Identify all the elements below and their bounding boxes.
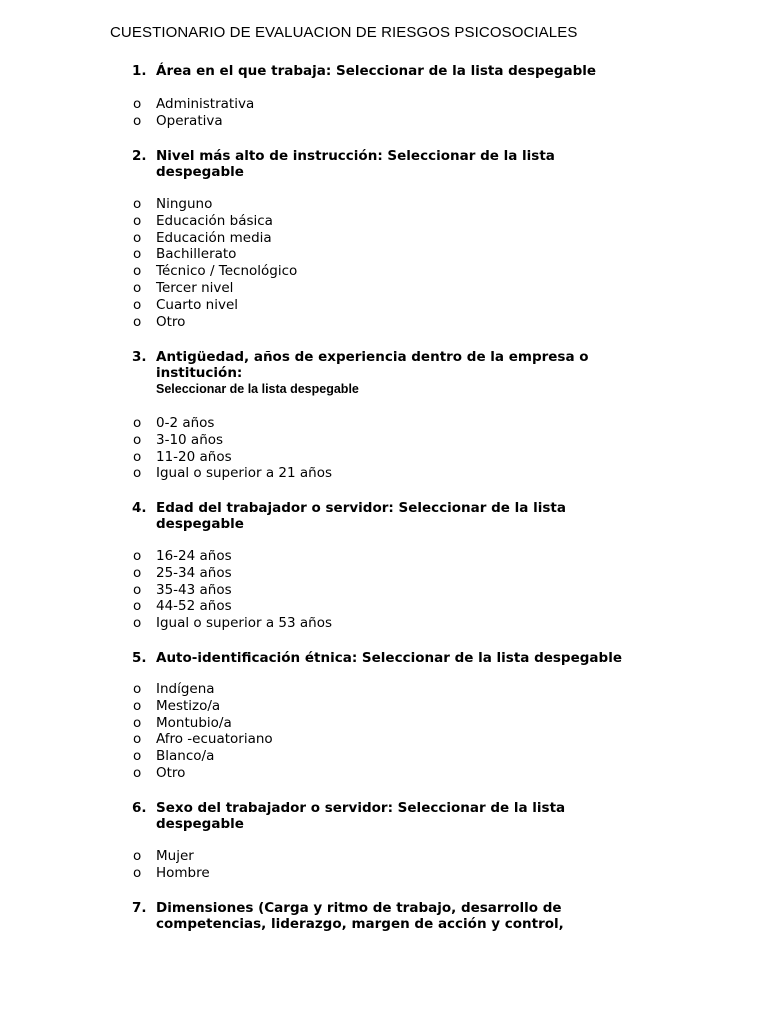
- bullet-marker: o: [133, 615, 142, 632]
- question-subtext: Seleccionar de la lista despegable: [156, 382, 359, 396]
- option-label: Mestizo/a: [156, 697, 221, 714]
- option-label: 3-10 años: [156, 431, 224, 448]
- option-label: Igual o superior a 53 años: [156, 615, 332, 632]
- option-label: 16-24 años: [156, 548, 232, 564]
- option-label: Bachillerato: [156, 246, 237, 263]
- bullet-marker: o: [133, 714, 142, 731]
- option-label: 0-2 años: [156, 415, 215, 431]
- bullet-marker: o: [133, 279, 142, 296]
- question-text: Área en el que trabaja: Seleccionar de la lista despegable: [156, 63, 597, 79]
- option-label: 11-20 años: [156, 448, 232, 465]
- bullet-marker: o: [133, 415, 142, 431]
- option-label: Ninguno: [156, 196, 213, 212]
- question-number: 7.: [132, 900, 147, 916]
- bullet-marker: o: [133, 764, 142, 781]
- option-label: Educación básica: [156, 212, 273, 229]
- option-label: Montubio/a: [156, 714, 232, 731]
- option-label: 25-34 años: [156, 564, 232, 581]
- bullet-marker: o: [133, 564, 142, 581]
- bullet-marker: o: [133, 598, 142, 615]
- bullet-marker: o: [133, 864, 142, 881]
- option-label: Indígena: [156, 681, 215, 697]
- bullet-marker: o: [133, 681, 142, 697]
- question-text: Edad del trabajador o servidor: Seleccionar de la lista despegable: [156, 500, 566, 532]
- bullet-marker: o: [133, 263, 142, 280]
- bullet-marker: o: [133, 212, 142, 229]
- document-title: CUESTIONARIO DE EVALUACION DE RIESGOS PSICOSOCIALES: [110, 24, 578, 41]
- bullet-marker: o: [133, 96, 142, 112]
- question-number: 6.: [132, 800, 147, 816]
- question-text: Nivel más alto de instrucción: Seleccionar de la lista despegable: [156, 148, 555, 180]
- question-text-wrapper: [156, 349, 626, 397]
- question-text: Antigüedad, años de experiencia dentro de la empresa o institución:: [156, 349, 589, 381]
- bullet-marker: o: [133, 548, 142, 564]
- bullet-marker: o: [133, 697, 142, 714]
- option-label: Mujer: [156, 848, 194, 864]
- bullet-marker: o: [133, 296, 142, 313]
- option-label: Otro: [156, 764, 186, 781]
- option-label: Administrativa: [156, 96, 255, 112]
- option-label: Técnico / Tecnológico: [156, 263, 298, 280]
- option-label: Tercer nivel: [156, 279, 234, 296]
- bullet-marker: o: [133, 313, 142, 330]
- question-text: Dimensiones (Carga y ritmo de trabajo, desarrollo de competencias, liderazgo, margen de acción y control,: [156, 900, 564, 932]
- option-label: Cuarto nivel: [156, 296, 239, 313]
- option-label: Educación media: [156, 229, 272, 246]
- option-label: Afro -ecuatoriano: [156, 731, 273, 748]
- option-label: Igual o superior a 21 años: [156, 465, 332, 482]
- bullet-marker: o: [133, 448, 142, 465]
- bullet-marker: o: [133, 465, 142, 482]
- option-label: 44-52 años: [156, 598, 232, 615]
- question-number: 1.: [132, 63, 147, 79]
- question-number: 3.: [132, 349, 147, 365]
- question-text: Auto-identificación étnica: Seleccionar de la lista despegable: [156, 650, 622, 666]
- bullet-marker: o: [133, 246, 142, 263]
- question-text: Sexo del trabajador o servidor: Seleccionar de la lista despegable: [156, 800, 566, 832]
- bullet-marker: o: [133, 731, 142, 748]
- bullet-marker: o: [133, 196, 142, 212]
- bullet-marker: o: [133, 431, 142, 448]
- bullet-marker: o: [133, 748, 142, 765]
- bullet-marker: o: [133, 112, 142, 129]
- bullet-marker: o: [133, 581, 142, 598]
- bullet-marker: o: [133, 848, 142, 864]
- question-number: 4.: [132, 500, 147, 516]
- option-label: Operativa: [156, 112, 223, 129]
- option-label: Blanco/a: [156, 748, 215, 765]
- option-label: Hombre: [156, 864, 210, 881]
- bullet-marker: o: [133, 229, 142, 246]
- option-label: 35-43 años: [156, 581, 232, 598]
- question-number: 5.: [132, 650, 147, 666]
- option-label: Otro: [156, 313, 186, 330]
- question-number: 2.: [132, 148, 147, 164]
